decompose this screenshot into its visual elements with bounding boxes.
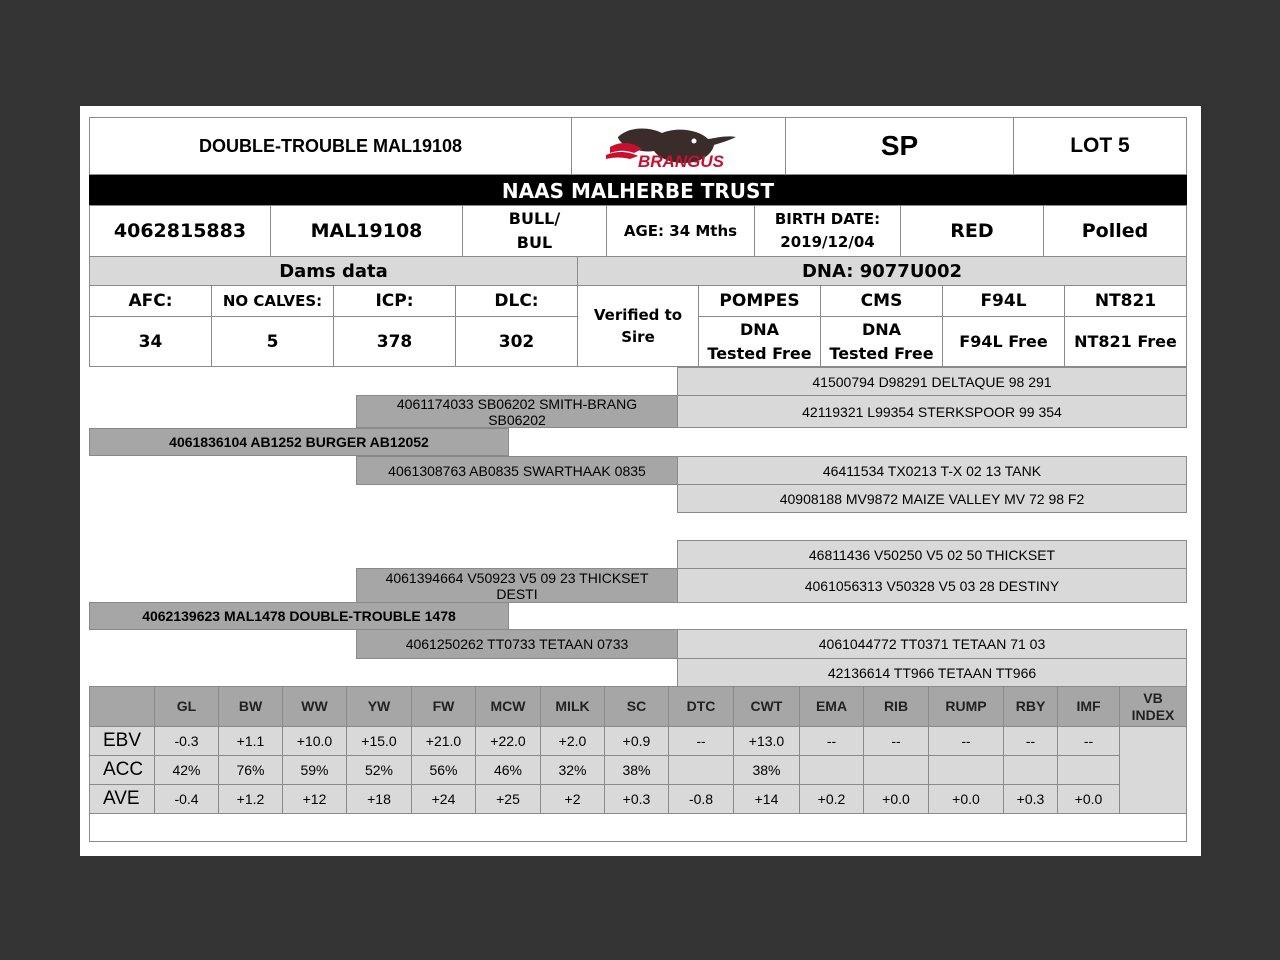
ebv-cell-ebv-ema: -- bbox=[799, 726, 864, 756]
svg-text:BRANGUS: BRANGUS bbox=[637, 152, 724, 169]
icp-header: ICP: bbox=[333, 285, 456, 317]
ebv-cell-ave-dtc: -0.8 bbox=[668, 784, 734, 814]
ebv-cell-ebv-dtc: -- bbox=[668, 726, 734, 756]
ebv-header-sc: SC bbox=[604, 686, 669, 727]
lot-number: LOT 5 bbox=[1013, 117, 1187, 175]
ebv-cell-ebv-cwt: +13.0 bbox=[733, 726, 800, 756]
no-calves-header: NO CALVES: bbox=[211, 285, 334, 317]
ebv-cell-ave-mcw: +25 bbox=[475, 784, 541, 814]
ebv-cell-acc-fw: 56% bbox=[411, 755, 476, 785]
ebv-cell-ave-fw: +24 bbox=[411, 784, 476, 814]
ebv-cell-acc-gl: 42% bbox=[154, 755, 219, 785]
ebv-cell-acc-dtc bbox=[668, 755, 734, 785]
ebv-cell-acc-ww: 59% bbox=[282, 755, 347, 785]
ebv-cell-ave-cwt: +14 bbox=[733, 784, 800, 814]
ebv-cell-acc-rby bbox=[1003, 755, 1058, 785]
ebv-header-gl: GL bbox=[154, 686, 219, 727]
ebv-cell-ebv-ww: +10.0 bbox=[282, 726, 347, 756]
age-label: AGE: 34 Mths bbox=[606, 205, 755, 257]
pedigree-dam-sire-dam: 4061056313 V50328 V5 03 28 DESTINY bbox=[677, 568, 1187, 603]
ebv-cell-ebv-fw: +21.0 bbox=[411, 726, 476, 756]
row-label-acc: ACC bbox=[89, 755, 155, 785]
ebv-header-cwt: CWT bbox=[733, 686, 800, 727]
pedigree-dam-sire-sire: 46811436 V50250 V5 02 50 THICKSET bbox=[677, 540, 1187, 569]
pedigree-dam-dam-dam: 42136614 TT966 TETAAN TT966 bbox=[677, 658, 1187, 687]
ebv-cell-ebv-bw: +1.1 bbox=[218, 726, 283, 756]
grade-label: SP bbox=[785, 117, 1014, 175]
lot-card bbox=[80, 106, 1201, 856]
ebv-cell-acc-bw: 76% bbox=[218, 755, 283, 785]
ebv-header-vb-index: VB INDEX bbox=[1119, 686, 1187, 727]
ebv-cell-ave-bw: +1.2 bbox=[218, 784, 283, 814]
ebv-cell-ave-ema: +0.2 bbox=[799, 784, 864, 814]
pedigree-dam: 4062139623 MAL1478 DOUBLE-TROUBLE 1478 bbox=[89, 602, 509, 630]
dlc-value: 302 bbox=[455, 316, 578, 367]
dlc-header: DLC: bbox=[455, 285, 578, 317]
breeder-name: NAAS MALHERBE TRUST bbox=[89, 175, 1187, 206]
ebv-cell-acc-ema bbox=[799, 755, 864, 785]
ebv-cell-ave-sc: +0.3 bbox=[604, 784, 669, 814]
icp-value: 378 bbox=[333, 316, 456, 367]
sex-label: BULL/ BUL bbox=[462, 205, 607, 257]
ebv-cell-ebv-mcw: +22.0 bbox=[475, 726, 541, 756]
ebv-cell-ave-rib: +0.0 bbox=[863, 784, 929, 814]
pedigree-sire: 4061836104 AB1252 BURGER AB12052 bbox=[89, 428, 509, 456]
cms-result: DNA Tested Free bbox=[820, 316, 943, 367]
dna-title: DNA: 9077U002 bbox=[577, 256, 1187, 286]
ebv-cell-ave-rby: +0.3 bbox=[1003, 784, 1058, 814]
ebv-cell-acc-mcw: 46% bbox=[475, 755, 541, 785]
registration-number: 4062815883 bbox=[89, 205, 271, 257]
ebv-table bbox=[89, 686, 1187, 814]
ebv-cell-ave-gl: -0.4 bbox=[154, 784, 219, 814]
ebv-cell-acc-milk: 32% bbox=[540, 755, 605, 785]
pompes-result: DNA Tested Free bbox=[698, 316, 821, 367]
birth-date: BIRTH DATE: 2019/12/04 bbox=[754, 205, 901, 257]
ebv-cell-ebv-milk: +2.0 bbox=[540, 726, 605, 756]
f94l-result: F94L Free bbox=[942, 316, 1065, 367]
ebv-header-mcw: MCW bbox=[475, 686, 541, 727]
pedigree-dam-sire: 4061394664 V50923 V5 09 23 THICKSET DESTI bbox=[356, 568, 678, 603]
ebv-cell-ave-rump: +0.0 bbox=[928, 784, 1004, 814]
nt821-header: NT821 bbox=[1064, 285, 1187, 317]
ebv-cell-ebv-sc: +0.9 bbox=[604, 726, 669, 756]
pedigree-dam-dam-sire: 4061044772 TT0371 TETAAN 71 03 bbox=[677, 629, 1187, 659]
ebv-cell-ave-milk: +2 bbox=[540, 784, 605, 814]
bull-head-icon bbox=[604, 123, 754, 169]
pedigree-sire-sire-dam: 42119321 L99354 STERKSPOOR 99 354 bbox=[677, 395, 1187, 428]
ebv-cell-ebv-rby: -- bbox=[1003, 726, 1058, 756]
ebv-header-rby: RBY bbox=[1003, 686, 1058, 727]
animal-name: DOUBLE-TROUBLE MAL19108 bbox=[89, 117, 572, 175]
ebv-header-dtc: DTC bbox=[668, 686, 734, 727]
colour-label: RED bbox=[900, 205, 1044, 257]
nt821-result: NT821 Free bbox=[1064, 316, 1187, 367]
pedigree-sire-dam-sire: 46411534 TX0213 T-X 02 13 TANK bbox=[677, 456, 1187, 485]
afc-header: AFC: bbox=[89, 285, 212, 317]
ebv-cell-acc-yw: 52% bbox=[346, 755, 412, 785]
ebv-header-milk: MILK bbox=[540, 686, 605, 727]
horn-status: Polled bbox=[1043, 205, 1187, 257]
pedigree-dam-dam: 4061250262 TT0733 TETAAN 0733 bbox=[356, 629, 678, 659]
ebv-header-imf: IMF bbox=[1057, 686, 1120, 727]
afc-value: 34 bbox=[89, 316, 212, 367]
pedigree-sire-dam: 4061308763 AB0835 SWARTHAAK 0835 bbox=[356, 456, 678, 485]
ebv-cell-ebv-imf: -- bbox=[1057, 726, 1120, 756]
animal-id: MAL19108 bbox=[270, 205, 463, 257]
ebv-header-ema: EMA bbox=[799, 686, 864, 727]
no-calves-value: 5 bbox=[211, 316, 334, 367]
ebv-header-rib: RIB bbox=[863, 686, 929, 727]
pompes-header: POMPES bbox=[698, 285, 821, 317]
footer-row bbox=[89, 813, 1187, 842]
pedigree-sire-sire: 4061174033 SB06202 SMITH-BRANG SB06202 bbox=[356, 395, 678, 428]
ebv-cell-ebv-yw: +15.0 bbox=[346, 726, 412, 756]
ebv-cell-ebv-gl: -0.3 bbox=[154, 726, 219, 756]
ebv-cell-ave-yw: +18 bbox=[346, 784, 412, 814]
ebv-cell-ave-imf: +0.0 bbox=[1057, 784, 1120, 814]
ebv-cell-acc-rib bbox=[863, 755, 929, 785]
ebv-cell-acc-rump bbox=[928, 755, 1004, 785]
ebv-header-ww: WW bbox=[282, 686, 347, 727]
cms-header: CMS bbox=[820, 285, 943, 317]
row-label-ebv: EBV bbox=[89, 726, 155, 756]
pedigree-sire-dam-dam: 40908188 MV9872 MAIZE VALLEY MV 72 98 F2 bbox=[677, 484, 1187, 513]
brangus-logo bbox=[571, 117, 786, 175]
ebv-cell-ebv-rump: -- bbox=[928, 726, 1004, 756]
f94l-header: F94L bbox=[942, 285, 1065, 317]
ebv-header-fw: FW bbox=[411, 686, 476, 727]
ebv-cell-acc-imf bbox=[1057, 755, 1120, 785]
ebv-header-bw: BW bbox=[218, 686, 283, 727]
ebv-cell-ave-ww: +12 bbox=[282, 784, 347, 814]
pedigree-sire-sire-sire: 41500794 D98291 DELTAQUE 98 291 bbox=[677, 367, 1187, 396]
ebv-corner bbox=[89, 686, 155, 727]
dams-data-title: Dams data bbox=[89, 256, 578, 286]
ebv-cell-acc-sc: 38% bbox=[604, 755, 669, 785]
row-label-ave: AVE bbox=[89, 784, 155, 814]
verified-to-sire: Verified to Sire bbox=[577, 285, 699, 367]
ebv-cell-ebv-rib: -- bbox=[863, 726, 929, 756]
ebv-header-rump: RUMP bbox=[928, 686, 1004, 727]
ebv-header-yw: YW bbox=[346, 686, 412, 727]
vb-index-value bbox=[1119, 726, 1187, 814]
ebv-cell-acc-cwt: 38% bbox=[733, 755, 800, 785]
